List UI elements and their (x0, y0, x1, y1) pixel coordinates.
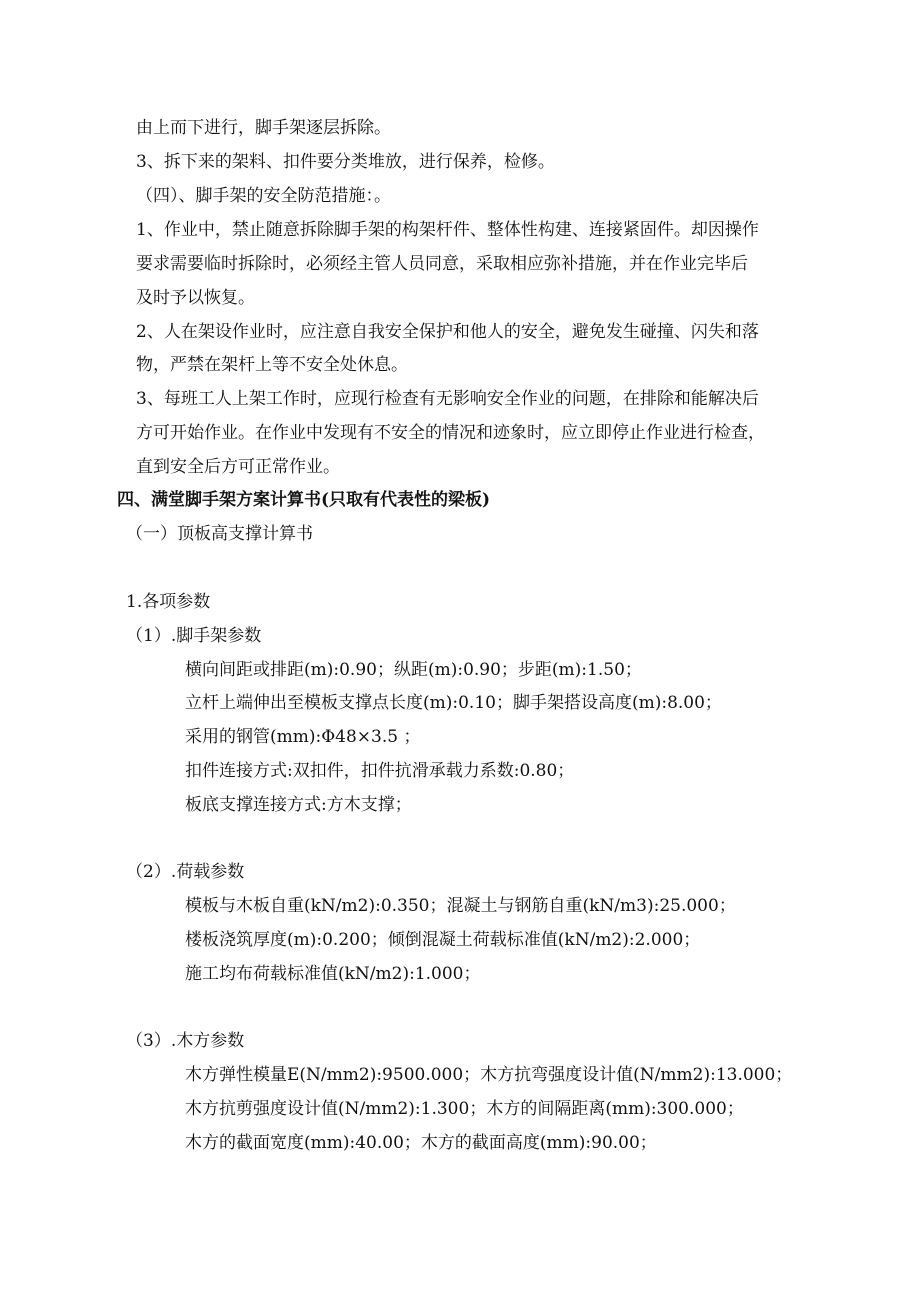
dismantle-item-3: 3、拆下来的架料、扣件要分类堆放，进行保养，检修。 (136, 152, 555, 172)
param-line: 扣件连接方式:双扣件，扣件抗滑承载力系数:0.80； (185, 761, 575, 781)
safety-item-2-line: 物，严禁在架杆上等不安全处休息。 (136, 355, 408, 375)
timber-params-title: （3）.木方参数 (126, 1031, 245, 1051)
safety-measures-subheading: （四）、脚手架的安全防范措施：。 (136, 186, 391, 206)
param-line: 模板与木板自重(kN/m2):0.350；混凝土与钢筋自重(kN/m3):25.000； (185, 896, 736, 916)
param-line: 木方弹性模量E(N/mm2):9500.000；木方抗弯强度设计值(N/mm2):13.000； (185, 1065, 793, 1085)
param-line: 横向间距或排距(m):0.90；纵距(m):0.90；步距(m):1.50； (185, 660, 642, 680)
scaffold-params-title: （1）.脚手架参数 (126, 626, 262, 646)
param-line: 木方抗剪强度设计值(N/mm2):1.300；木方的间隔距离(mm):300.000； (185, 1099, 744, 1119)
param-line: 立杆上端伸出至模板支撑点长度(m):0.10；脚手架搭设高度(m):8.00； (185, 693, 722, 713)
section-4-heading: 四、满堂脚手架方案计算书(只取有代表性的梁板) (117, 490, 491, 510)
section-4-subheading: （一）顶板高支撑计算书 (126, 524, 313, 544)
params-title: 1.各项参数 (126, 592, 211, 612)
safety-item-3-line: 方可开始作业。在作业中发现有不安全的情况和迹象时，应立即停止作业进行检查， (136, 423, 765, 443)
safety-item-1-line: 及时予以恢复。 (136, 288, 255, 308)
safety-item-1-line: 1、作业中，禁止随意拆除脚手架的构架杆件、整体性构建、连接紧固件。却因操作 (136, 220, 759, 240)
continued-line: 由上而下进行，脚手架逐层拆除。 (136, 118, 391, 138)
safety-item-2-line: 2、人在架设作业时，应注意自我安全保护和他人的安全，避免发生碰撞、闪失和落 (136, 322, 759, 342)
safety-item-3-line: 直到安全后方可正常作业。 (136, 457, 340, 477)
param-line: 楼板浇筑厚度(m):0.200；倾倒混凝土荷载标准值(kN/m2):2.000； (185, 930, 701, 950)
safety-item-3-line: 3、每班工人上架工作时，应现行检查有无影响安全作业的问题，在排除和能解决后 (136, 389, 759, 409)
safety-item-1-line: 要求需要临时拆除时，必须经主管人员同意，采取相应弥补措施，并在作业完毕后 (136, 254, 748, 274)
param-line: 木方的截面宽度(mm):40.00；木方的截面高度(mm):90.00； (185, 1133, 657, 1153)
param-line: 板底支撑连接方式:方木支撑； (185, 795, 412, 815)
param-line: 施工均布荷载标准值(kN/m2):1.000； (185, 964, 481, 984)
load-params-title: （2）.荷载参数 (126, 862, 245, 882)
param-line: 采用的钢管(mm):Φ48×3.5 ； (185, 727, 421, 747)
